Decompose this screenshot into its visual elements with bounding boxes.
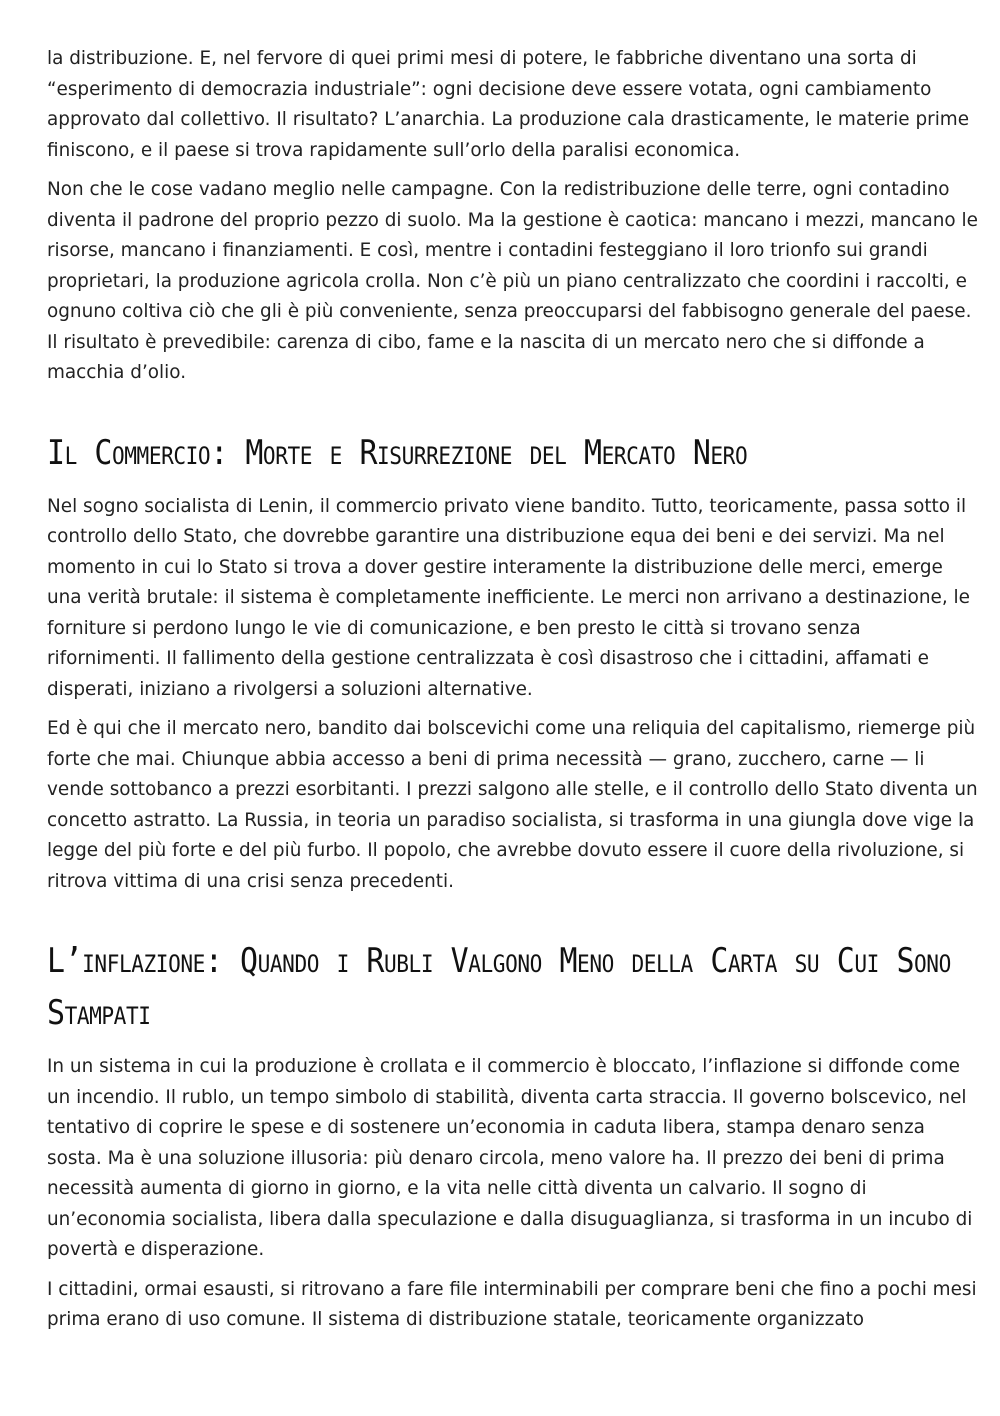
paragraph: la distribuzione. E, nel fervore di quei primi mesi di potere, le fabbriche diventano una sorta di “esperimento di democrazia industriale”: ogni decisione deve essere votata, ogni cambiamento approvato dal collettivo. Il risultato? L’anarchia. La produzione cala drasticamente, le materie prime finiscono, e il paese si trova rapidamente sull’orlo della paralisi economica.: [47, 48, 970, 161]
section-heading-commercio: Il Commercio: Morte e Risurrezione del Mercato Nero: [47, 432, 748, 473]
paragraph: In un sistema in cui la produzione è crollata e il commercio è bloccato, l’inflazione si diffonde come un incendio. Il rublo, un tempo simbolo di stabilità, diventa carta straccia. Il governo bolscevico, nel tentativo di coprire le spese e di sostenere un’economia in caduta libera, stampa denaro senza sosta. Ma è una soluzione illusoria: più denaro circola, meno valore ha. Il prezzo dei beni di prima necessità aumenta di giorno in giorno, e la vita nelle città diventa un calvario. Il sogno di un’economia socialista, libera dalla speculazione e dalla disuguaglianza, si trasforma in un incubo di povertà e disperazione.: [47, 1056, 973, 1260]
paragraph: Non che le cose vadano meglio nelle campagne. Con la redistribuzione delle terre, ogni contadino diventa il padrone del proprio pezzo di suolo. Ma la gestione è caotica: mancano i mezzi, mancano le risorse, mancano i finanziamenti. E così, mentre i contadini festeggiano il loro trionfo sui grandi proprietari, la produzione agricola crolla. Non c’è più un piano centralizzato che coordini i raccolti, e ognuno coltiva ciò che gli è più conveniente, senza preoccuparsi del fabbisogno generale del paese. Il risultato è prevedibile: carenza di cibo, fame e la nascita di un mercato nero che si diffonde a macchia d’olio.: [47, 179, 978, 383]
paragraph: Ed è qui che il mercato nero, bandito dai bolscevichi come una reliquia del capitalismo, riemerge più forte che mai. Chiunque abbia accesso a beni di prima necessità — grano, zucchero, carne — li vende sottobanco a prezzi esorbitanti. I prezzi salgono alle stelle, e il controllo dello Stato diventa un concetto astratto. La Russia, in teoria un paradiso socialista, si trasforma in una giungla dove vige la legge del più forte e del più furbo. Il popolo, che avrebbe dovuto essere il cuore della rivoluzione, si ritrova vittima di una crisi senza precedenti.: [47, 718, 978, 892]
paragraph: Nel sogno socialista di Lenin, il commercio privato viene bandito. Tutto, teoricamente, passa sotto il controllo dello Stato, che dovrebbe garantire una distribuzione equa dei beni e dei servizi. Ma nel momento in cui lo Stato si trova a dover gestire interamente la distribuzione delle merci, emerge una verità brutale: il sistema è completamente inefficiente. Le merci non arrivano a destinazione, le forniture si perdono lungo le vie di comunicazione, e ben presto le città si trovano senza rifornimenti. Il fallimento della gestione centralizzata è così disastroso che i cittadini, affamati e disperati, iniziano a rivolgersi a soluzioni alternative.: [47, 495, 970, 700]
paragraph: I cittadini, ormai esausti, si ritrovano a fare file interminabili per comprare beni che fino a pochi mesi prima erano di uso comune. Il sistema di distribuzione statale, teoricamente organizzato: [47, 1278, 977, 1330]
section-heading-inflazione: L’inflazione: Quando i Rubli Valgono Meno della Carta su Cui Sono Stampati: [47, 941, 951, 1033]
document-page: [47, 44, 979, 1336]
